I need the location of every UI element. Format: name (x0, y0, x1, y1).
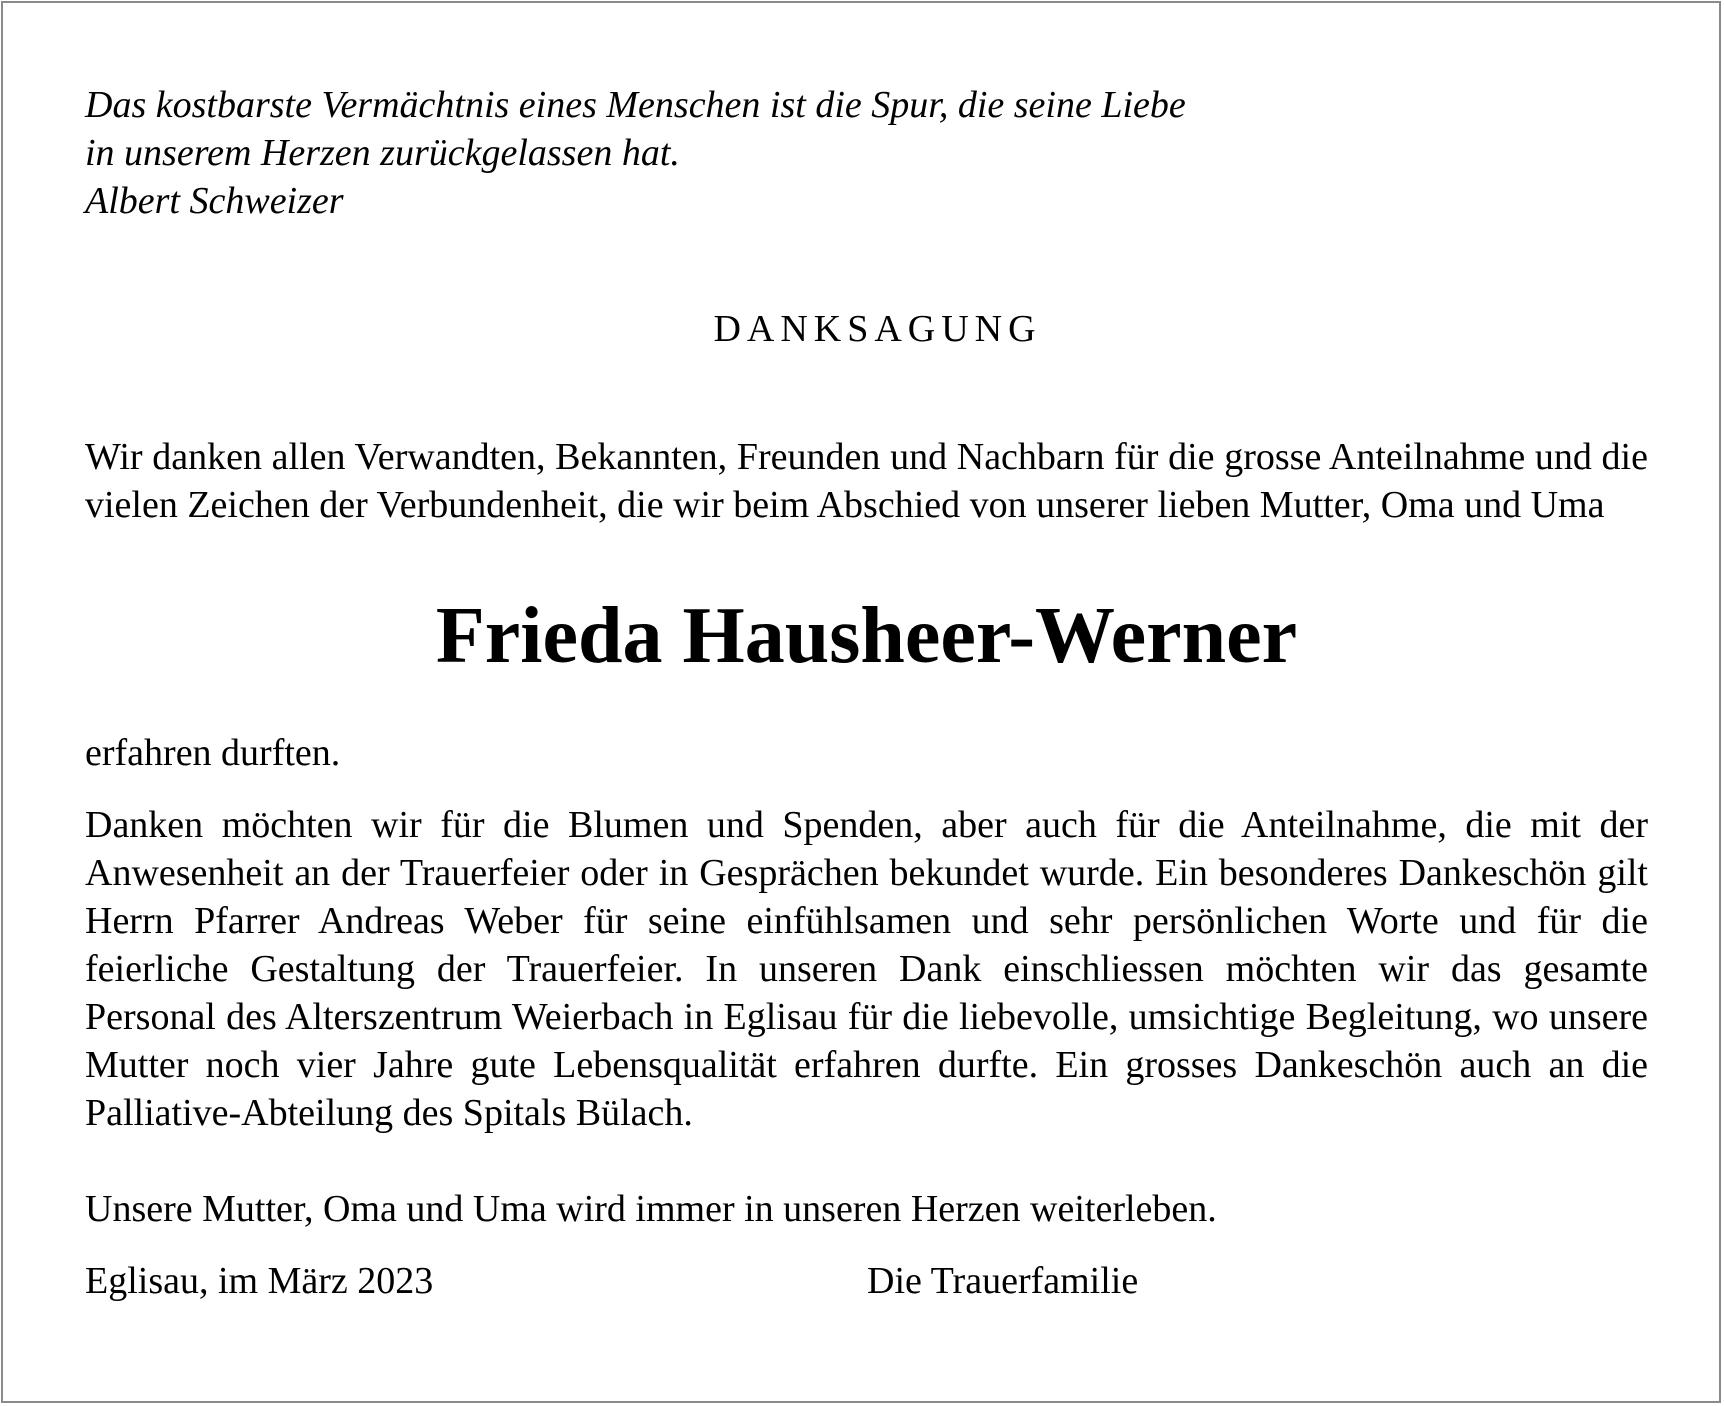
quote-author: Albert Schweizer (85, 180, 344, 222)
section-heading: DANKSAGUNG (713, 308, 1042, 350)
obituary-card (1, 1, 1721, 1403)
quote-line-1: Das kostbarste Vermächtnis eines Menschen ist die Spur, die seine Liebe (85, 84, 1186, 126)
intro-paragraph: Wir danken allen Verwandten, Bekannten, Freunden und Nachbarn für die grosse Anteilnahme und die vielen Zeichen der Verbundenheit, die wir beim Abschied von unserer lieben Mutter, Oma und Uma (85, 436, 1648, 526)
closing-sentence: Unsere Mutter, Oma und Uma wird immer in unseren Herzen weiterleben. (85, 1188, 1217, 1230)
epigraph-quote (85, 81, 1648, 225)
place-date: Eglisau, im März 2023 (85, 1260, 434, 1302)
deceased-name: Frieda Hausheer-Werner (435, 592, 1298, 680)
thanks-paragraph: Danken möchten wir für die Blumen und Spenden, aber auch für die Anteilnahme, die mit der Anwesenheit an der Trauerfeier oder in Gesprächen bekundet wurde. Ein besonderes Dankeschön gilt Herrn Pfarrer Andreas Weber für seine einfühlsamen und sehr persönlichen Worte und für die feierliche Gestaltung der Trauerfeier. In unseren Dank einschliessen möchten wir das gesamte Personal des Alterszentrum Weierbach in Eglisau für die liebevolle, umsichtige Begleitung, wo unsere Mutter noch vier Jahre gute Lebensqualität erfahren durfte. Ein grosses Dankeschön auch an die Palliative-Abteilung des Spitals Bülach. (85, 804, 1648, 1134)
quote-line-2: in unserem Herzen zurückgelassen hat. (85, 132, 680, 174)
after-name-text: erfahren durften. (85, 732, 341, 774)
obituary-content (85, 81, 1648, 1305)
family-signature: Die Trauerfamilie (867, 1260, 1139, 1302)
signature-footer (85, 1257, 1648, 1305)
